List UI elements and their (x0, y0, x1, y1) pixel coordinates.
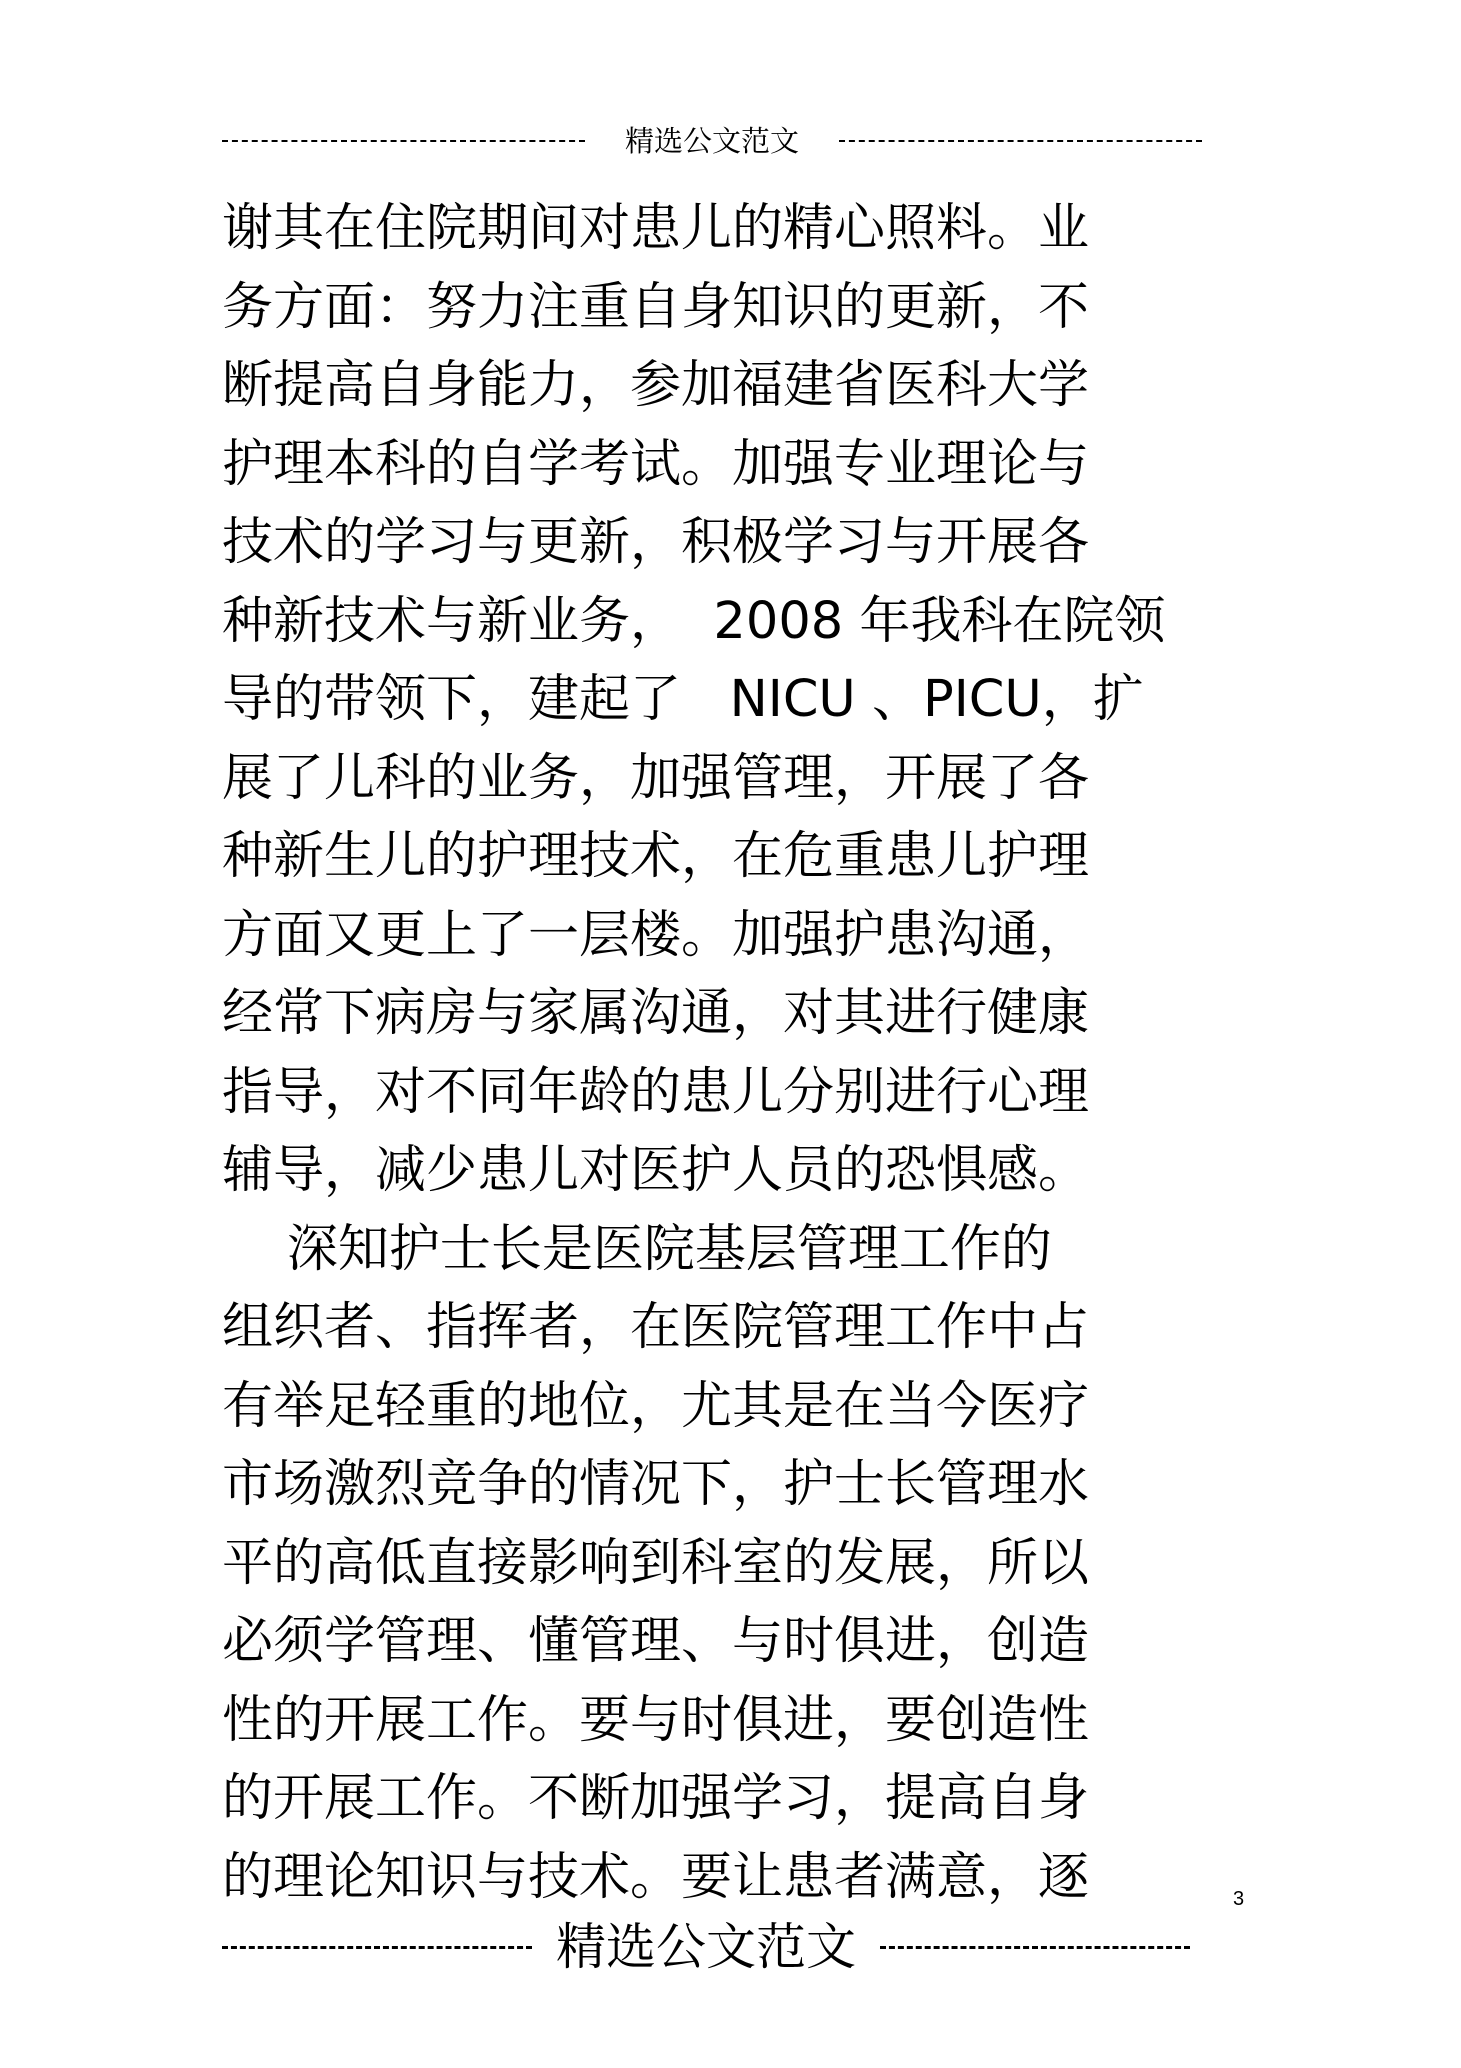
footer-dash-right (880, 1946, 1190, 1949)
text-line: 断提高自身能力，参加福建省医科大学 (222, 356, 1090, 415)
text-line: 种新生儿的护理技术，在危重患儿护理 (222, 827, 1090, 886)
body-text (222, 190, 1245, 1917)
page-footer (222, 1912, 1190, 1982)
text-line: 深知护士长是医院基层管理工作的 (222, 1219, 1052, 1279)
text-line: 市场激烈竞争的情况下，护士长管理水 (222, 1455, 1090, 1514)
text-line: 性的开展工作。要与时俱进，要创造性 (222, 1690, 1090, 1750)
header-dash-right (839, 140, 1202, 142)
text-line: 的理论知识与技术。要让患者满意，逐 (222, 1847, 1090, 1907)
text-line: 务方面：努力注重自身知识的更新，不 (222, 277, 1090, 337)
text-line: 指导，对不同年龄的患儿分别进行心理 (222, 1062, 1090, 1122)
text-line: 必须学管理、懂管理、与时俱进，创造 (222, 1612, 1090, 1671)
text-line: 有举足轻重的地位，尤其是在当今医疗 (222, 1376, 1090, 1436)
text-line: 的开展工作。不断加强学习，提高自身 (222, 1769, 1090, 1828)
text-line: 组织者、指挥者，在医院管理工作中占 (222, 1298, 1090, 1357)
page-number: 3 (1233, 1888, 1245, 1910)
footer-dash-left (222, 1946, 532, 1949)
text-line: 导的带领下，建起了 NICU 、PICU，扩 (222, 670, 1144, 729)
text-line: 经常下病房与家属沟通，对其进行健康 (222, 984, 1090, 1043)
text-line: 技术的学习与更新，积极学习与开展各 (222, 513, 1090, 572)
text-line: 平的高低直接影响到科室的发展，所以 (222, 1533, 1090, 1593)
header-dash-left (222, 140, 585, 142)
footer-title: 精选公文范文 (556, 1918, 856, 1976)
header-title: 精选公文范文 (625, 124, 800, 158)
text-line: 方面又更上了一层楼。加强护患沟通， (222, 905, 1090, 965)
text-line: 辅导，减少患儿对医护人员的恐惧感。 (222, 1141, 1090, 1200)
page-header (222, 118, 1202, 164)
text-line: 谢其在住院期间对患儿的精心照料。业 (222, 199, 1090, 258)
text-line: 种新技术与新业务， 2008 年我科在院领 (222, 591, 1166, 651)
text-line: 展了儿科的业务，加强管理，开展了各 (222, 748, 1090, 808)
text-line: 护理本科的自学考试。加强专业理论与 (222, 434, 1090, 494)
